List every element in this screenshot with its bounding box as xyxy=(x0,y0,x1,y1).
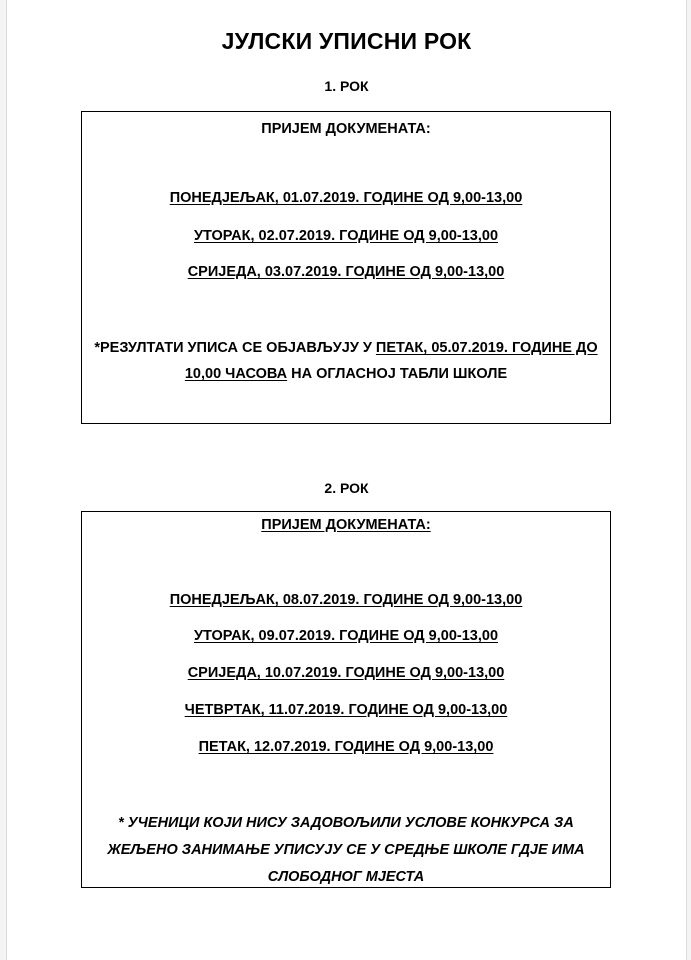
round-1-note-text-1: *РЕЗУЛТАТИ УПИСА СЕ ОБЈАВЉУЈУ У xyxy=(94,340,376,356)
round-2-label: 2. РОК xyxy=(324,480,369,496)
round-2-date-2: УТОРАК, 09.07.2019. ГОДИНЕ ОД 9,00-13,00 xyxy=(193,628,499,644)
round-2-heading: ПРИЈЕМ ДОКУМЕНАТА: xyxy=(261,517,431,533)
round-2-date-1: ПОНЕДЈЕЉАК, 08.07.2019. ГОДИНЕ ОД 9,00-13,00 xyxy=(169,592,523,608)
document-page xyxy=(6,0,687,960)
round-2-date-3: СРИЈЕДА, 10.07.2019. ГОДИНЕ ОД 9,00-13,00 xyxy=(187,665,505,681)
round-1-date-2: УТОРАК, 02.07.2019. ГОДИНЕ ОД 9,00-13,00 xyxy=(193,228,499,244)
round-1-note-text-2: ПЕТАК, 05.07.2019. ГОДИНЕ ДО 10,00 ЧАСОВА xyxy=(184,340,598,382)
round-1-note-text-3: НА ОГЛАСНОЈ ТАБЛИ ШКОЛЕ xyxy=(287,366,508,382)
round-2-date-5: ПЕТАК, 12.07.2019. ГОДИНЕ ОД 9,00-13,00 xyxy=(198,739,494,755)
round-1-date-1: ПОНЕДЈЕЉАК, 01.07.2019. ГОДИНЕ ОД 9,00-13,00 xyxy=(169,190,523,206)
round-2-students-note: * УЧЕНИЦИ КОЈИ НИСУ ЗАДОВОЉИЛИ УСЛОВЕ КОНКУРСА ЗА ЖЕЉЕНО ЗАНИМАЊЕ УПИСУЈУ СЕ У СРЕДЊЕ ШКОЛЕ ГДЈЕ ИМА СЛОБОДНОГ МЈЕСТА xyxy=(107,815,585,885)
round-2-date-4: ЧЕТВРТАК, 11.07.2019. ГОДИНЕ ОД 9,00-13,00 xyxy=(184,702,508,718)
document-title: ЈУЛСКИ УПИСНИ РОК xyxy=(221,28,472,54)
round-1-label: 1. РОК xyxy=(324,78,369,94)
round-1-box xyxy=(81,111,611,424)
round-1-heading: ПРИЈЕМ ДОКУМЕНАТА: xyxy=(261,121,431,137)
round-1-date-3: СРИЈЕДА, 03.07.2019. ГОДИНЕ ОД 9,00-13,00 xyxy=(187,264,505,280)
round-1-results-note xyxy=(88,335,604,387)
round-2-box xyxy=(81,511,611,888)
